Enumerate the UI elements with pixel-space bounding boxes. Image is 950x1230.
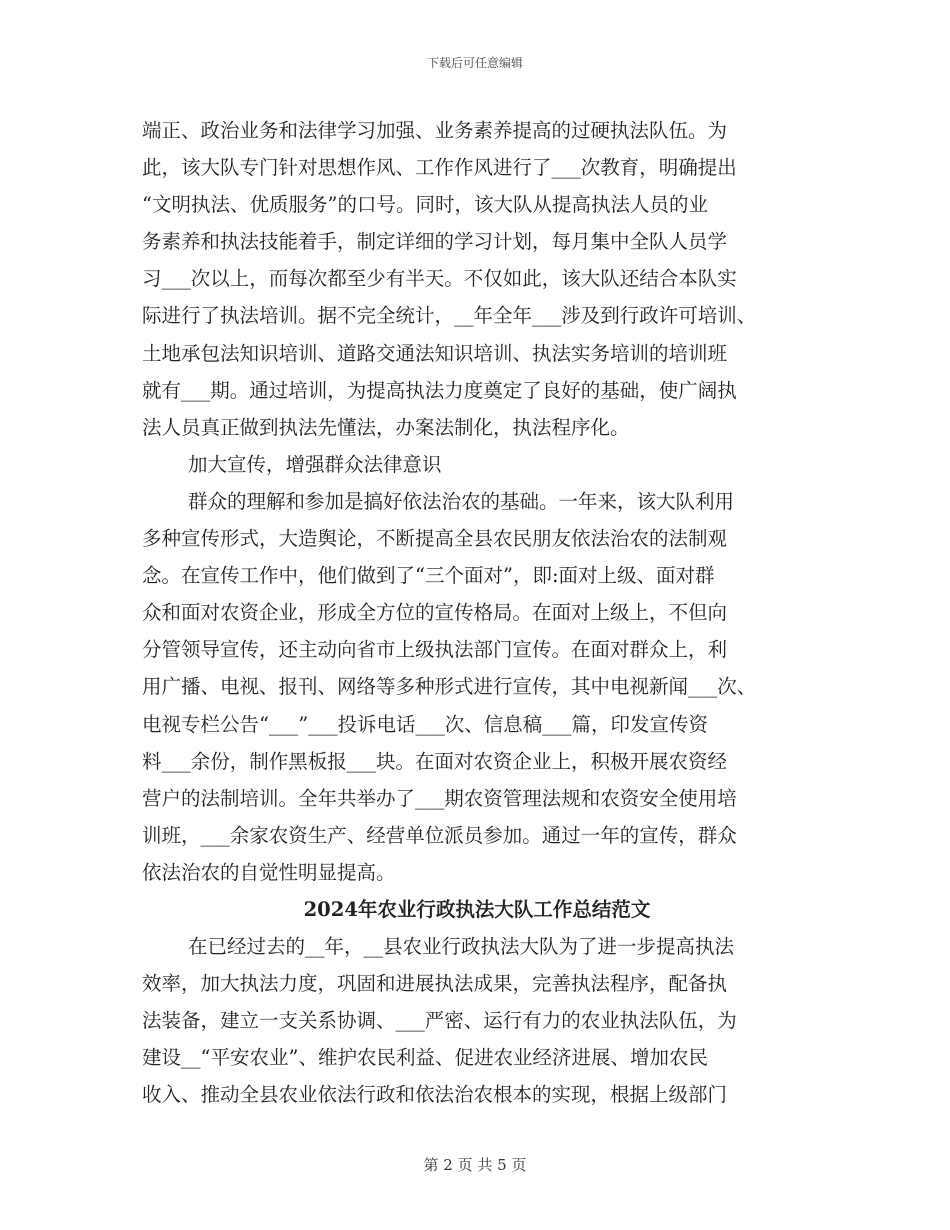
body-line: 收入、推动全县农业依法行政和依法治农根本的实现，根据上级部门 bbox=[142, 1083, 728, 1107]
body-line: 料___余份，制作黑板报___块。在面对农资企业上，积极开展农资经 bbox=[142, 749, 728, 773]
body-line: 土地承包法知识培训、道路交通法知识培训、执法实务培训的培训班 bbox=[142, 341, 728, 365]
body-line: 法装备，建立一支关系协调、___严密、运行有力的农业执法队伍，为 bbox=[142, 1009, 737, 1033]
document-body bbox=[142, 112, 812, 1114]
body-line: 用广播、电视、报刊、网络等多种形式进行宣传，其中电视新闻___次、 bbox=[142, 675, 757, 699]
body-line: 法人员真正做到执法先懂法，办案法制化，执法程序化。 bbox=[142, 415, 630, 439]
body-line: 电视专栏公告“___”___投诉电话___次、信息稿___篇，印发宣传资 bbox=[142, 712, 708, 736]
body-line: 多种宣传形式，大造舆论，不断提高全县农民朋友依法治农的法制观 bbox=[142, 527, 728, 551]
page-number: 第 2 页 共 5 页 bbox=[423, 1156, 527, 1174]
body-line: 训班，___余家农资生产、经营单位派员参加。通过一年的宣传，群众 bbox=[142, 823, 737, 847]
body-line: 务素养和执法技能着手，制定详细的学习计划，每月集中全队人员学 bbox=[142, 230, 728, 254]
body-line: 就有___期。通过培训，为提高执法力度奠定了良好的基础，使广阔执 bbox=[142, 378, 737, 402]
body-line: 习___次以上，而每次都至少有半天。不仅如此，该大队还结合本队实 bbox=[142, 267, 737, 291]
body-line: 建设__“平安农业”、维护农民利益、促进农业经济进展、增加农民 bbox=[142, 1046, 708, 1070]
header-note: 下载后可任意编辑 bbox=[426, 56, 523, 70]
body-line: 际进行了执法培训。据不完全统计，__年全年___涉及到行政许可培训、 bbox=[142, 304, 757, 328]
body-line: 此，该大队专门针对思想作风、工作作风进行了___次教育，明确提出 bbox=[142, 156, 737, 180]
body-line: “文明执法、优质服务”的口号。同时，该大队从提高执法人员的业 bbox=[142, 193, 708, 217]
body-line: 端正、政治业务和法律学习加强、业务素养提高的过硬执法队伍。为 bbox=[142, 119, 728, 142]
body-line: 营户的法制培训。全年共举办了___期农资管理法规和农资安全使用培 bbox=[142, 786, 737, 810]
body-line: 依法治农的自觉性明显提高。 bbox=[142, 860, 396, 884]
body-line: 念。在宣传工作中，他们做到了“三个面对”，即:面对上级、面对群 bbox=[142, 564, 715, 588]
body-line: 分管领导宣传，还主动向省市上级执法部门宣传。在面对群众上，利 bbox=[142, 638, 728, 662]
paragraph-start: 在已经过去的__年，__县农业行政执法大队为了进一步提高执法 bbox=[188, 935, 735, 959]
document-title: 2024年农业行政执法大队工作总结范文 bbox=[303, 897, 651, 921]
paragraph-start: 群众的理解和参加是搞好依法治农的基础。一年来，该大队利用 bbox=[188, 489, 735, 513]
body-line: 众和面对农资企业，形成全方位的宣传格局。在面对上级上，不但向 bbox=[142, 601, 728, 625]
body-line: 效率，加大执法力度，巩固和进展执法成果，完善执法程序，配备执 bbox=[142, 972, 728, 996]
section-subheading: 加大宣传，增强群众法律意识 bbox=[188, 452, 442, 476]
